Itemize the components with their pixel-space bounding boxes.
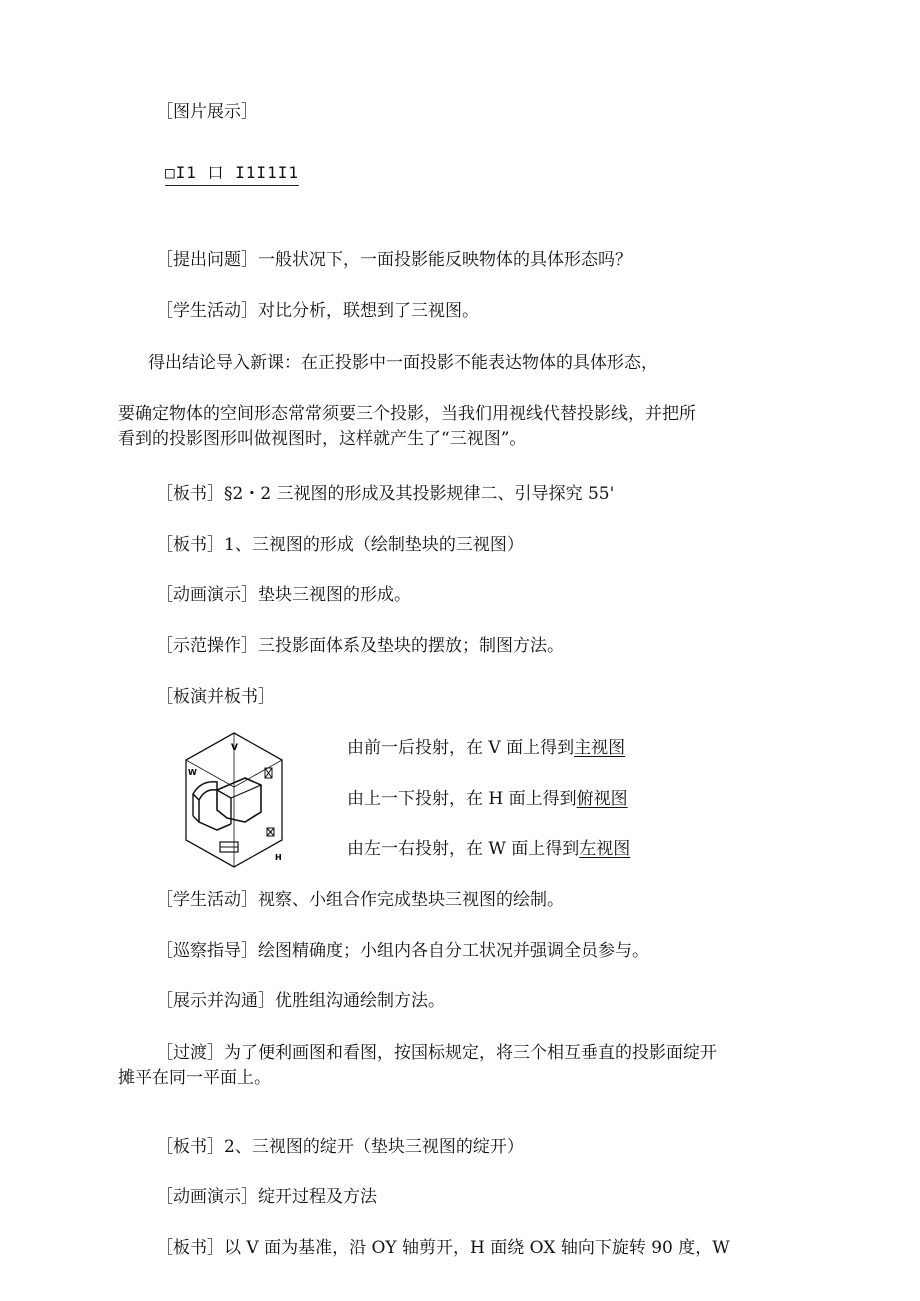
paragraph-transition-1: ［过渡］为了便利画图和看图，按国标规定，将三个相互垂直的投影面绽开 — [156, 1043, 717, 1063]
board-note-formation: ［板书］1、三视图的形成（绘制垫块的三视图） — [156, 535, 524, 555]
front-view-term: 主视图 — [574, 738, 626, 758]
paragraph-conclusion: 得出结论导入新课：在正投影中一面投影不能表达物体的具体形态， — [148, 353, 658, 373]
animation-demo-unfold: ［动画演示］绽开过程及方法 — [156, 1187, 377, 1207]
projection-front — [347, 737, 625, 759]
projection-left-text: 由左一右投射，在 W 面上得到 — [347, 839, 580, 859]
board-note-method: ［板书］以 V 面为基准，沿 OY 轴剪开，H 面绕 OX 轴向下旋转 90 度，W — [156, 1238, 730, 1258]
figure-label-v: V — [231, 743, 238, 753]
image-placeholder-glyphs: □I1 口 I1I1I1 — [165, 160, 299, 186]
projection-front-text: 由前一后投射，在 V 面上得到 — [347, 738, 575, 758]
projection-top-text: 由上一下投射，在 H 面上得到 — [347, 789, 577, 809]
board-note-unfold: ［板书］2、三视图的绽开（垫块三视图的绽开） — [156, 1137, 524, 1157]
isometric-block-figure — [183, 730, 285, 870]
paragraph-three-projections-1: 要确定物体的空间形态常常须要三个投影，当我们用视线代替投影线，并把所 — [118, 404, 696, 424]
board-note-section: ［板书］§2・2 三视图的形成及其投影规律二、引导探究 55' — [156, 484, 615, 504]
paragraph-student-activity-1: ［学生活动］对比分析，联想到了三视图。 — [156, 301, 479, 321]
heading-image-display: ［图片展示］ — [156, 102, 258, 122]
paragraph-show-and-share: ［展示并沟通］优胜组沟通绘制方法。 — [156, 991, 445, 1011]
paragraph-student-activity-2: ［学生活动］视察、小组合作完成垫块三视图的绘制。 — [156, 890, 564, 910]
paragraph-question: ［提出问题］一般状况下，一面投影能反映物体的具体形态吗？ — [156, 250, 632, 270]
projection-left — [347, 838, 630, 860]
paragraph-three-projections-2: 看到的投影图形叫做视图时，这样就产生了“三视图”。 — [118, 429, 527, 449]
animation-demo-formation: ［动画演示］垫块三视图的形成。 — [156, 585, 411, 605]
figure-label-h: H — [275, 853, 282, 862]
top-view-term: 俯视图 — [576, 789, 628, 809]
demo-operation: ［示范操作］三投影面体系及垫块的摆放；制图方法。 — [156, 636, 564, 656]
left-view-term: 左视图 — [579, 839, 631, 859]
projection-top — [347, 788, 628, 810]
paragraph-patrol-guidance: ［巡察指导］绘图精确度；小组内各自分工状况并强调全员参与。 — [156, 941, 649, 961]
board-demo: ［板演并板书］ — [156, 687, 275, 707]
figure-label-w: W — [188, 768, 197, 777]
paragraph-transition-2: 摊平在同一平面上。 — [118, 1068, 271, 1088]
